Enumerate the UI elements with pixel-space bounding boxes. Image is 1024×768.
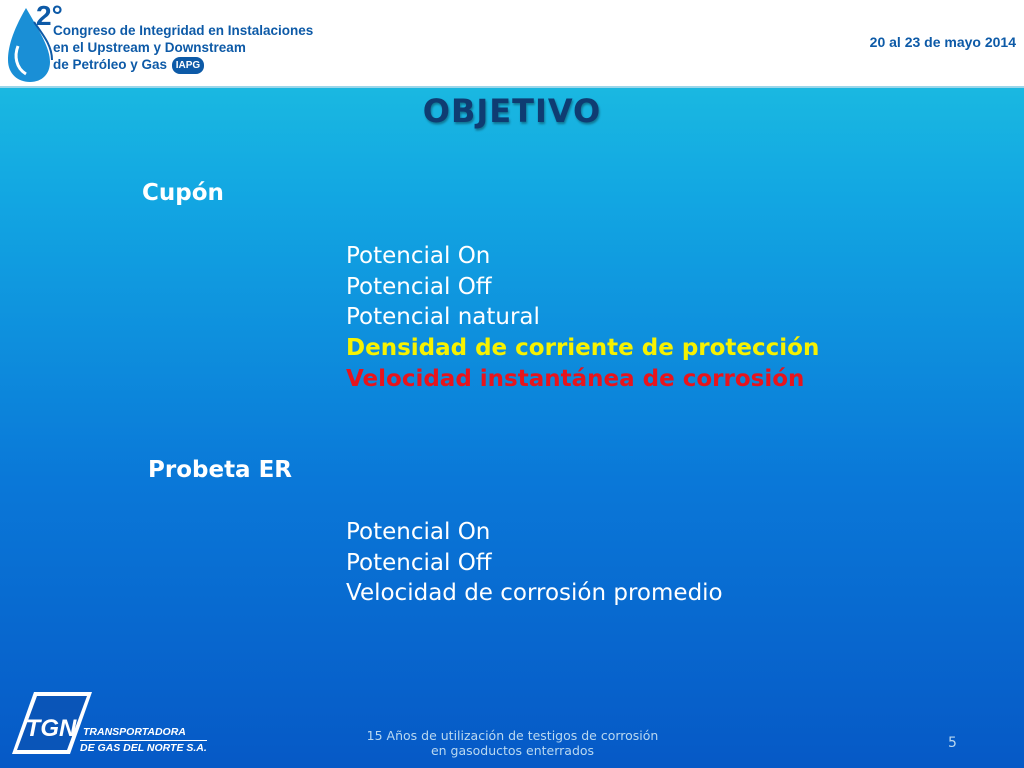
header-banner xyxy=(0,0,1024,88)
slide-title: OBJETIVO xyxy=(422,92,602,130)
list-item: Potencial Off xyxy=(346,549,492,576)
iapg-logo-badge: IAPG xyxy=(172,57,204,74)
list-item: Potencial On xyxy=(346,243,491,269)
probeta-list xyxy=(346,517,723,609)
congress-title-line: de Petróleo y Gas xyxy=(53,57,168,72)
company-name-line: DE GAS DEL NORTE S.A. xyxy=(80,742,207,754)
event-date: 20 al 23 de mayo 2014 xyxy=(869,34,1016,50)
tgn-logo-text: TGN xyxy=(25,715,77,742)
list-item-highlight-yellow: Densidad de corriente de protección xyxy=(346,335,820,362)
footer-caption xyxy=(340,728,685,758)
company-name-line: TRANSPORTADORA xyxy=(80,725,207,741)
congress-edition-number: 2° xyxy=(36,0,63,31)
cupon-list xyxy=(346,241,819,395)
list-item: Potencial natural xyxy=(346,304,540,331)
company-name xyxy=(80,725,207,756)
section-heading-probeta-er: Probeta ER xyxy=(148,457,293,483)
list-item-highlight-red: Velocidad instantánea de corrosión xyxy=(346,365,805,392)
footer-caption-line: 15 Años de utilización de testigos de corrosión xyxy=(366,728,659,743)
list-item: Velocidad de corrosión promedio xyxy=(346,580,723,607)
list-item: Potencial On xyxy=(346,519,491,545)
list-item: Potencial Off xyxy=(346,273,492,300)
section-heading-cupon: Cupón xyxy=(142,180,224,206)
congress-title-line: en el Upstream y Downstream xyxy=(53,40,246,55)
congress-title-line: Congreso de Integridad en Instalaciones xyxy=(53,23,314,38)
page-number: 5 xyxy=(948,735,957,751)
footer-caption-line: en gasoductos enterrados xyxy=(430,743,595,758)
